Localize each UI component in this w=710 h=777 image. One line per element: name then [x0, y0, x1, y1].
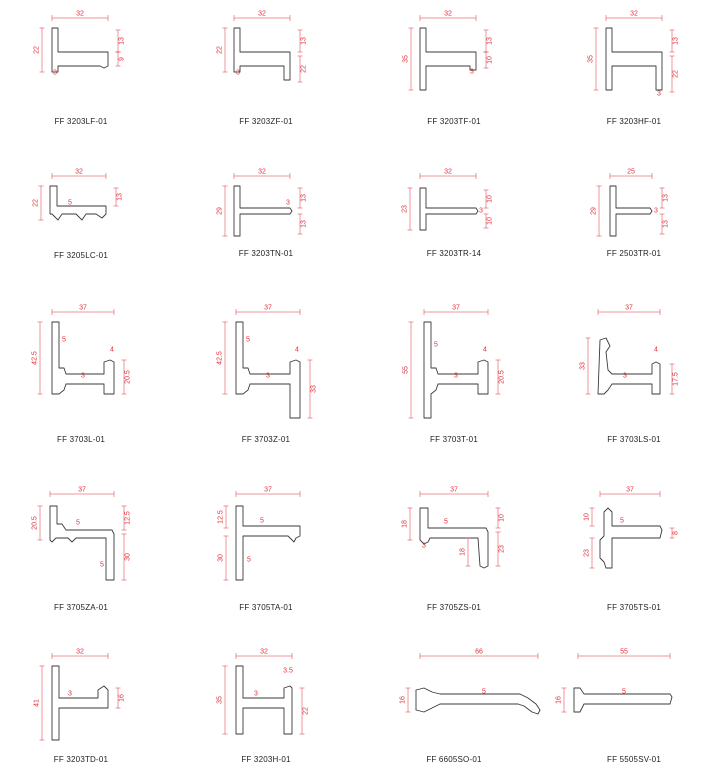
profile-code-label: FF 3705ZA-01	[54, 603, 108, 612]
profile-drawing-3705zs	[402, 487, 506, 569]
dimension-label: 32	[76, 10, 84, 18]
dimension-label: 3	[286, 199, 290, 207]
profile-code-label: FF 3703Z-01	[241, 435, 291, 444]
dimension-label: 5	[100, 561, 104, 569]
dimension-label: 13	[300, 37, 308, 45]
profile-outline	[600, 508, 662, 568]
dimension-label: 10	[486, 217, 494, 225]
dimension-label: 32	[258, 168, 266, 176]
dimension-label: 3	[657, 90, 661, 98]
profile-drawing-3203hf	[588, 11, 680, 98]
dimension-label: 5	[246, 336, 250, 344]
profile-outline	[420, 508, 488, 568]
profile-outline	[52, 666, 108, 740]
profile-outline	[598, 338, 660, 394]
dimension-label: 12.5	[217, 510, 225, 524]
profile-code-label: FF 6605SO-01	[426, 755, 482, 764]
profile-drawing-3203td	[34, 649, 126, 741]
dimension-label: 30	[217, 554, 225, 562]
dimension-label: 29	[216, 207, 224, 215]
dimension-label: 42.5	[31, 351, 39, 365]
profile-outline	[52, 322, 114, 394]
profile-code-label: FF 3703LS-01	[607, 435, 661, 444]
dimension-label: 16	[118, 694, 126, 702]
dimension-label: 5	[434, 341, 438, 349]
profile-drawing-3205lc	[33, 169, 124, 221]
dimension-label: 3	[236, 69, 240, 77]
dimension-label: 4	[110, 346, 114, 354]
dimension-label: 13	[662, 194, 670, 202]
dimension-label: 20.5	[31, 516, 39, 530]
profile-outline	[234, 186, 292, 236]
profile-outline	[236, 506, 300, 580]
profile-outline	[234, 28, 290, 80]
dimension-label: 41	[33, 699, 41, 707]
profile-outline	[420, 188, 478, 230]
dimension-label: 20.5	[124, 370, 132, 384]
profile-outline	[610, 186, 652, 236]
profile-drawing-3703l	[32, 305, 132, 395]
dimension-label: 13	[300, 194, 308, 202]
profile-code-label: FF 3703L-01	[56, 435, 105, 444]
dimension-label: 13	[662, 220, 670, 228]
profile-drawing-3203tr	[402, 169, 494, 231]
profile-code-label: FF 3203TD-01	[53, 755, 109, 764]
dimension-label: 23	[498, 545, 506, 553]
dimension-label: 12.5	[124, 511, 132, 525]
dimension-label: 23	[583, 549, 591, 557]
dimension-label: 10	[498, 514, 506, 522]
profile-code-label: FF 3203HF-01	[606, 117, 662, 126]
dimension-label: 10	[486, 56, 494, 64]
dimension-label: 4	[483, 346, 487, 354]
dimension-label: 3	[470, 68, 474, 76]
profile-code-label: FF 3705TA-01	[239, 603, 293, 612]
dimension-label: 32	[260, 648, 268, 656]
dimension-label: 18	[459, 548, 467, 556]
dimension-label: 37	[626, 486, 634, 494]
dimension-label: 5	[247, 556, 251, 564]
profile-code-label: FF 3205LC-01	[54, 251, 108, 260]
dimension-label: 5	[482, 688, 486, 696]
dimension-label: 8	[672, 531, 680, 535]
dimension-label: 29	[590, 207, 598, 215]
dimension-label: 25	[627, 168, 635, 176]
dimension-label: 17.5	[672, 372, 680, 386]
dimension-label: 55	[402, 366, 410, 374]
profile-outline	[606, 28, 662, 90]
dimension-label: 22	[672, 70, 680, 78]
dimension-label: 32	[258, 10, 266, 18]
dimension-label: 37	[264, 486, 272, 494]
dimension-label: 3	[266, 372, 270, 380]
dimension-label: 3	[68, 690, 72, 698]
dimension-label: 32	[75, 168, 83, 176]
dimension-label: 5	[622, 688, 626, 696]
profile-outline	[50, 506, 114, 580]
profile-drawing-3705ts	[584, 487, 680, 569]
dimension-label: 3	[623, 372, 627, 380]
profile-code-label: FF 3705TS-01	[607, 603, 661, 612]
profile-drawing-3203tn	[217, 169, 308, 237]
profile-code-label: FF 3203TR-14	[426, 249, 482, 258]
dimension-label: 42.5	[216, 351, 224, 365]
dimension-label: 66	[475, 648, 483, 656]
dimension-label: 32	[630, 10, 638, 18]
profile-drawing-3703ls	[580, 305, 680, 395]
dimension-label: 3	[654, 207, 658, 215]
dimension-label: 3	[81, 372, 85, 380]
profile-drawing-3705za	[32, 487, 132, 581]
profile-code-label: FF 3203H-01	[241, 755, 291, 764]
dimension-label: 3	[422, 542, 426, 550]
dimension-label: 5	[444, 518, 448, 526]
profile-drawing-3203tf	[403, 11, 494, 91]
profile-outline	[424, 322, 488, 418]
profile-code-label: FF 3203ZF-01	[239, 117, 293, 126]
dimension-label: 37	[79, 304, 87, 312]
dimension-label: 5	[62, 336, 66, 344]
dimension-label: 35	[216, 696, 224, 704]
dimension-label: 5	[260, 517, 264, 525]
dimension-label: 10	[486, 195, 494, 203]
dimension-label: 37	[264, 304, 272, 312]
dimension-label: 3	[53, 69, 57, 77]
profile-code-label: FF 3203LF-01	[54, 117, 108, 126]
dimension-label: 32	[76, 648, 84, 656]
dimension-label: 3	[254, 690, 258, 698]
dimension-label: 5	[68, 199, 72, 207]
dimension-label: 22	[216, 46, 224, 54]
profile-code-label: FF 3203TN-01	[238, 249, 294, 258]
dimension-label: 22	[33, 46, 41, 54]
dimension-label: 4	[295, 346, 299, 354]
profile-code-label: FF 2503TR-01	[606, 249, 662, 258]
dimension-label: 3	[454, 372, 458, 380]
dimension-label: 13	[118, 37, 126, 45]
dimension-label: 23	[401, 205, 409, 213]
dimension-label: 13	[672, 37, 680, 45]
dimension-label: 13	[300, 220, 308, 228]
profile-outline	[236, 666, 292, 734]
dimension-label: 20.5	[498, 370, 506, 384]
dimension-label: 35	[402, 55, 410, 63]
dimension-label: 32	[444, 168, 452, 176]
dimension-label: 37	[452, 304, 460, 312]
dimension-label: 9	[118, 57, 126, 61]
profile-drawing-3703z	[217, 305, 318, 419]
profile-drawing-5505sv	[556, 649, 673, 713]
dimension-label: 22	[32, 199, 40, 207]
dimension-label: 18	[401, 520, 409, 528]
profile-drawing-2503tr	[591, 169, 670, 237]
dimension-label: 5	[620, 517, 624, 525]
dimension-label: 3.5	[283, 667, 293, 675]
dimension-label: 30	[124, 553, 132, 561]
profile-outline	[50, 186, 106, 220]
dimension-label: 32	[444, 10, 452, 18]
profile-drawing-3703t	[403, 305, 506, 419]
dimension-label: 33	[579, 362, 587, 370]
dimension-label: 16	[399, 696, 407, 704]
profile-drawing-3203lf	[34, 11, 126, 77]
profile-code-label: FF 3705ZS-01	[427, 603, 481, 612]
profile-code-label: FF 3203TF-01	[427, 117, 481, 126]
dimension-label: 13	[116, 193, 124, 201]
dimension-label: 55	[620, 648, 628, 656]
profile-outline	[52, 28, 108, 72]
dimension-label: 37	[625, 304, 633, 312]
profile-drawing-3203h	[217, 649, 310, 735]
profile-code-label: FF 5505SV-01	[607, 755, 661, 764]
profile-outline	[420, 28, 476, 90]
dimension-label: 37	[450, 486, 458, 494]
dimension-label: 33	[310, 385, 318, 393]
profile-drawing-3203zf	[217, 11, 308, 83]
dimension-label: 22	[302, 707, 310, 715]
dimension-label: 35	[587, 55, 595, 63]
dimension-label: 13	[486, 37, 494, 45]
dimension-label: 37	[78, 486, 86, 494]
dimension-label: 22	[300, 65, 308, 73]
dimension-label: 16	[555, 696, 563, 704]
dimension-label: 5	[76, 519, 80, 527]
dimension-label: 3	[479, 207, 483, 215]
dimension-label: 4	[654, 346, 658, 354]
profile-drawing-6605so	[400, 649, 541, 715]
profile-drawing-3705ta	[218, 487, 301, 581]
profile-code-label: FF 3703T-01	[429, 435, 478, 444]
dimension-label: 10	[583, 513, 591, 521]
profile-outline	[416, 688, 540, 714]
